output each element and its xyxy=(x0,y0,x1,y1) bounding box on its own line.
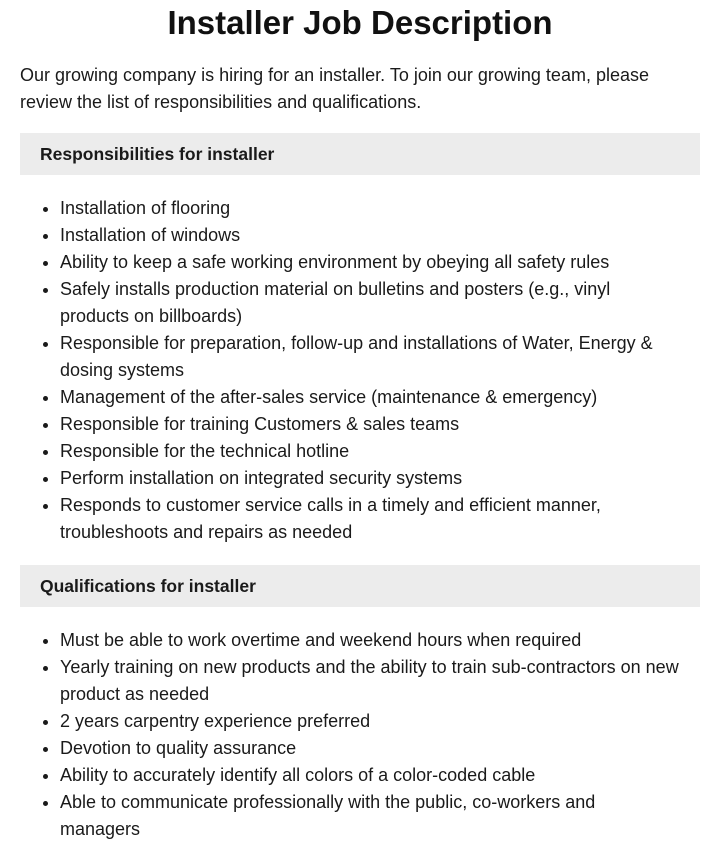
qualifications-heading: Qualifications for installer xyxy=(20,565,700,607)
list-item: • Yearly training on new products and the ability to train sub-contractors on new product as needed xyxy=(60,654,700,708)
list-item: • Ability to accurately identify all colors of a color-coded cable xyxy=(60,762,700,789)
list-item: • Responsible for training Customers & sales teams xyxy=(60,411,700,438)
intro-paragraph: Our growing company is hiring for an installer. To join our growing team, please review the list of responsibilities and qualifications. xyxy=(20,65,649,112)
list-item: • Installation of windows xyxy=(60,222,700,249)
list-item: • Devotion to quality assurance xyxy=(60,735,700,762)
list-item: • Ability to keep a safe working environment by obeying all safety rules xyxy=(60,249,700,276)
list-item: • Perform installation on integrated security systems xyxy=(60,465,700,492)
list-item: • Safely installs production material on bulletins and posters (e.g., vinyl products on billboards) xyxy=(60,276,700,330)
list-item: • Able to communicate professionally with the public, co-workers and managers xyxy=(60,789,700,843)
list-item: • Responsible for preparation, follow-up and installations of Water, Energy & dosing systems xyxy=(60,330,700,384)
responsibilities-heading: Responsibilities for installer xyxy=(20,133,700,175)
responsibilities-list xyxy=(20,195,700,546)
list-item: • Responds to customer service calls in a timely and efficient manner, troubleshoots and repairs as needed xyxy=(60,492,700,546)
list-item: • Responsible for the technical hotline xyxy=(60,438,700,465)
page-title: Installer Job Description xyxy=(167,4,553,41)
list-item: • Must be able to work overtime and weekend hours when required xyxy=(60,627,700,654)
list-item: • Management of the after-sales service (maintenance & emergency) xyxy=(60,384,700,411)
qualifications-list xyxy=(20,627,700,843)
list-item: • 2 years carpentry experience preferred xyxy=(60,708,700,735)
list-item: • Installation of flooring xyxy=(60,195,700,222)
